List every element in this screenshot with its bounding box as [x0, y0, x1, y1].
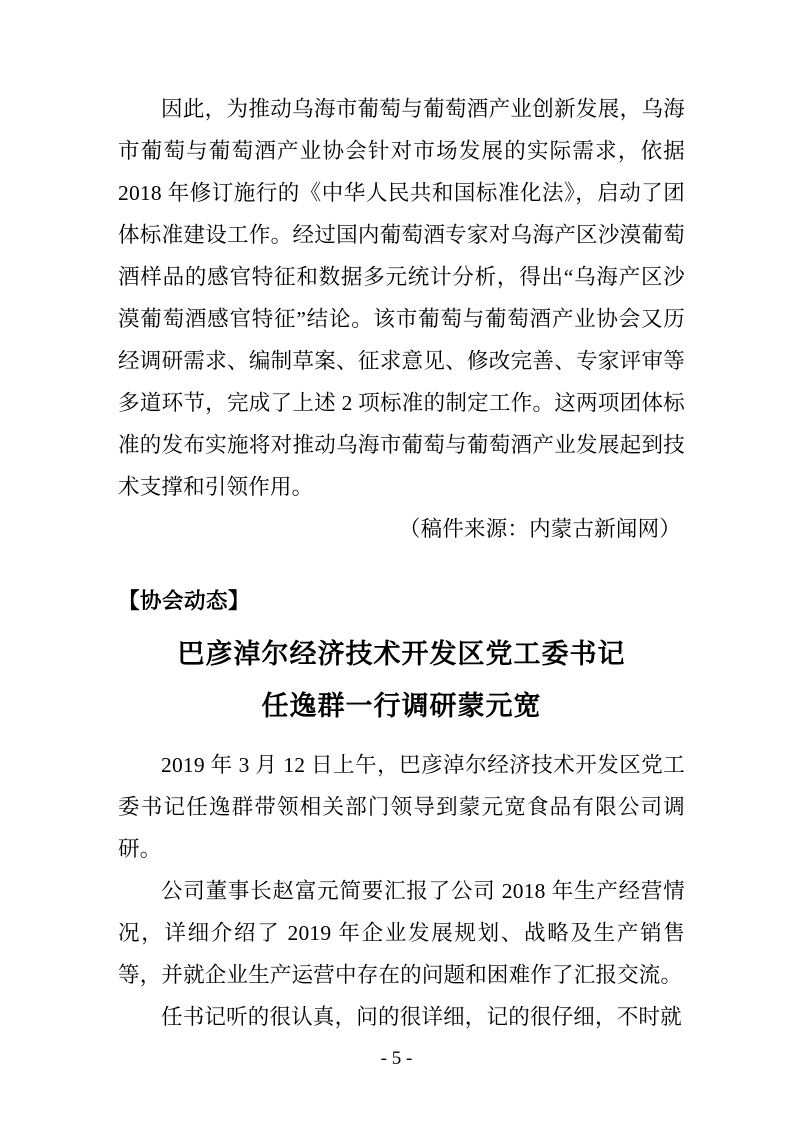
section-tag: 【协会动态】 [118, 589, 251, 613]
headline-line-1: 巴彦淖尔经济技术开发区党工委书记 [177, 639, 626, 669]
article-paragraph: 2019 年 3 月 12 日上午，巴彦淖尔经济技术开发区党工委书记任逸群带领相关部门领导到蒙元宽食品有限公司调研。 [118, 753, 685, 861]
paragraph: 因此，为推动乌海市葡萄与葡萄酒产业创新发展，乌海市葡萄与葡萄酒产业协会针对市场发展的实际需求，依据 2018 年修订施行的《中华人民共和国标准化法》，启动了团体标准建设工作。经过国内葡萄酒专家对乌海产区沙漠葡萄酒样品的感官特征和数据多元统计分析，得出“乌海产区沙漠葡萄酒感官特征”结论。该市葡萄与葡萄酒产业协会又历经调研需求、编制草案、征求意见、修改完善、专家评审等多道环节，完成了上述 2 项标准的制定工作。这两项团体标准的发布实施将对推动乌海市葡萄与葡萄酒产业发展起到技术支撑和引领作用。 [118, 97, 685, 499]
headline-line-2: 任逸群一行调研蒙元宽 [261, 691, 542, 721]
article-body [118, 744, 685, 1038]
article-paragraph: 任书记听的很认真，问的很详细，记的很仔细，不时就 [161, 1005, 682, 1029]
page-number: - 5 - [380, 1048, 413, 1069]
article-paragraph: 公司董事长赵富元简要汇报了公司 2018 年生产经营情况，详细介绍了 2019 年企业发展规划、战略及生产销售等，并就企业生产运营中存在的问题和困难作了汇报交流。 [118, 879, 685, 987]
source-note: （稿件来源：内蒙古新闻网） [398, 517, 681, 541]
paragraph-block [118, 88, 685, 508]
